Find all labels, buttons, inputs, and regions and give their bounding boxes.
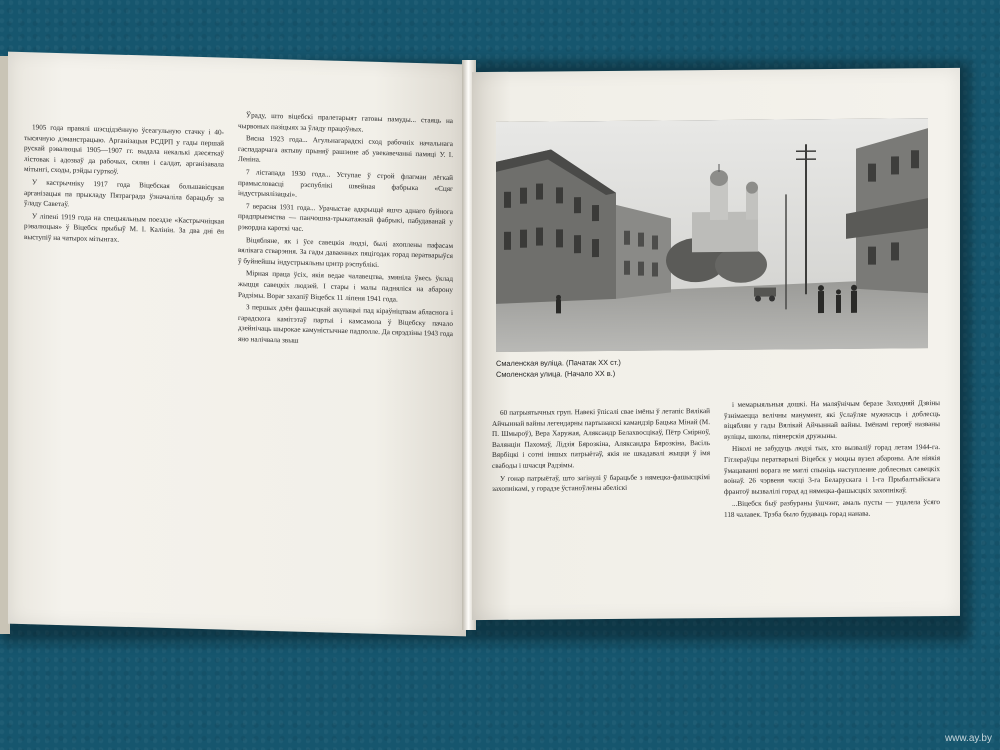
left-page-column-1 xyxy=(24,122,224,250)
paragraph: Ўраду, што віцебскі пралетарыят гатовы памуды... стаяць на чырвоных пазіцыях за ўладу працоўных. xyxy=(238,111,453,134)
paragraph: ...Віцебск быў разбураны ўшчэнт, амаль пусты — уцалела ўсяго 118 чалавек. Трэба было будаваць горад нанава. xyxy=(724,498,940,519)
caption-russian: Смоленская улица. (Начало XX в.) xyxy=(496,368,616,379)
right-page-column-2 xyxy=(724,398,940,522)
paragraph: 60 патрыятычных груп. Навекі ўпісалі свае імёны ў летапіс Вялікай Айчыннай вайны легендарны партызанскі камандзір Бацька Мінай (М. П. Шмыроў), Вера Харужая, Аляксандр Белахвосцікаў, Пётр Смірноў, Валянцін Пахомаў, Лідзія Бярозкіна, Аляксандра Бярозкіна, Васіль Вярбіцкі і сотні іншых патрыётаў, якія не шкадавалі жыцця ў імя свабоды і шчасця Радзімы. xyxy=(492,407,710,470)
street-photo-illustration xyxy=(496,118,928,352)
paragraph: 7 лістапада 1930 года... Уступае ў строй флагман лёгкай прамысловасці рэспублікі швейная фабрыка «Сцяг індустрыялізацыі». xyxy=(238,168,453,199)
paragraph: Вясна 1923 года... Агульнагарадскі сход рабочніх начальнага гаспадарчага актыву прыняў рашэнне аб увекавечанні памяці У. І. Леніна. xyxy=(238,134,453,165)
historic-street-photo xyxy=(496,118,928,352)
paragraph: У кастрычніку 1917 года Віцебская большавісцкая арганізацыя па прыкладу Пятраграда ўзначаліла барацьбу за ўладу Саветаў. xyxy=(24,178,224,209)
photo-caption xyxy=(496,355,796,380)
right-page-column-1 xyxy=(492,406,710,497)
paragraph: Віцябляне, як і ўсе савецкія людзі, былі ахоплены пафасам вялікага стварэння. За гады даваенных пяцігодак горад ператварыўся ў буйнейшы індустрыяльны цэнтр рэспублікі. xyxy=(238,235,453,269)
paragraph: Ніколі не забудуць людзі тых, хто вызваліў горад летам 1944-га. Гітлераўцы ператварылі Віцебск у моцны вузел абароны. Але ніякія ўмацаванні ворага не маглі спыніць наступленне доблесных савецкіх воінаў. 26 чэрвеня часці 3-га Беларускага і 1-га Прыбалтыйскага франтоў вызвалілі горад ад нямецка-фашысцкіх захопнікаў. xyxy=(724,443,940,496)
caption-belarusian: Смаленская вуліца. (Пачатак XX ст.) xyxy=(496,357,621,368)
paragraph: У ліпені 1919 года на спецыяльным поездзе «Кастрычніцкая рэвалюцыя» ў Віцебск прыбыў М. І. Калінін. За два дні ён выступіў на чатырох мітынгах. xyxy=(24,212,224,244)
paragraph: і мемарыяльныя дошкі. На маляўнічым беразе Заходняй Дзвіны ўзнімаецца велічны манумент, які ўслаўляе мужнасць і доблесць віцяблян у гады Вялікай Айчыннай вайны. Імёнамі герояў названы вуліцы, школы, піянерскія дружыны. xyxy=(724,399,940,441)
paragraph: Мірная праца ўсіх, якія ведае чалавецтва, змяніла ўвесь ўклад жыцця савецкіх людзей. І стары і малы падняліся на абарону Радзімы. Вораг захапіў Віцебск 11 ліпеня 1941 года. xyxy=(238,269,453,303)
paragraph: 7 верасня 1931 года... Урачыстае адкрыццё яшчэ аднаго буйнога прадпрыемства — панчошна-трыкатажнай фабрыкі, пабудаванай у рэкордна кароткі час. xyxy=(238,202,453,233)
left-page xyxy=(8,52,466,637)
paragraph: З першых дзён фашысцкай акупацыі пад кіраўніцтвам абласнога і гарадскога камітэтаў партыі і камсамола ў Віцебску пачало дзейнічаць шырокае камуністычнае падполле. Да сярэдзіны 1943 года яно налічвала звыш xyxy=(238,303,453,345)
paragraph: 1905 года правялі шэсцідзённую ўсеагульную стачку і 40-тысячную дэманстрацыю. Арганізацыя РСДРП у гады першай рускай рэвалюцыі 1905—1907 гг. выдала некалькі дзесяткаў лістовак і адозваў да рабочых, сялян і салдат, арганізавала мітынгі, сходы, рэйды гурткоў. xyxy=(24,123,224,177)
watermark: www.ay.by xyxy=(944,733,992,744)
paragraph: У гонар патрыётаў, што загінулі ў барацьбе з нямецка-фашысцкімі захопнікамі, у горадзе ўстаноўлены абеліскі xyxy=(492,472,710,494)
left-page-column-2 xyxy=(238,110,453,352)
right-page xyxy=(472,68,960,620)
